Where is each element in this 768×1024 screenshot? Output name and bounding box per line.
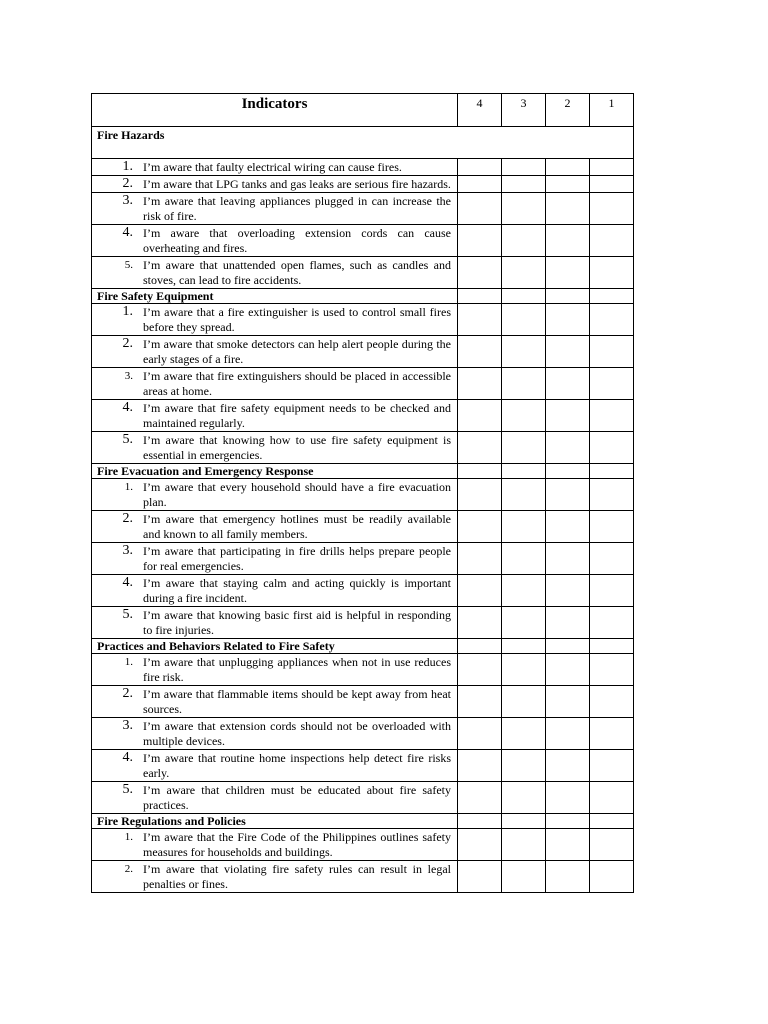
rating-cell-3[interactable] bbox=[502, 575, 546, 607]
indicator-cell bbox=[92, 479, 458, 511]
item-text: I’m aware that fire extinguishers should be placed in accessible areas at home. bbox=[143, 369, 451, 398]
table-row bbox=[92, 511, 634, 543]
rating-cell-4[interactable] bbox=[458, 257, 502, 289]
item-number: 4. bbox=[122, 750, 133, 765]
rating-cell-3[interactable] bbox=[502, 718, 546, 750]
rating-cell-4[interactable] bbox=[458, 750, 502, 782]
rating-header-1: 1 bbox=[590, 94, 634, 127]
rating-cell-2[interactable] bbox=[546, 654, 590, 686]
item-number: 3. bbox=[122, 543, 133, 558]
item-number: 5. bbox=[122, 607, 133, 622]
rating-cell-3[interactable] bbox=[502, 782, 546, 814]
rating-cell-1[interactable] bbox=[590, 336, 634, 368]
rating-cell-4[interactable] bbox=[458, 159, 502, 176]
indicators-header: Indicators bbox=[92, 94, 458, 127]
rating-cell-4[interactable] bbox=[458, 400, 502, 432]
rating-cell-2[interactable] bbox=[546, 782, 590, 814]
rating-cell-3[interactable] bbox=[502, 176, 546, 193]
item-text: I’m aware that participating in fire drills helps prepare people for real emergencies. bbox=[143, 544, 451, 573]
item-text: I’m aware that smoke detectors can help alert people during the early stages of a fire. bbox=[143, 337, 451, 366]
rating-cell-1[interactable] bbox=[590, 400, 634, 432]
indicator-cell bbox=[92, 861, 458, 893]
rating-cell-4[interactable] bbox=[458, 511, 502, 543]
section-row bbox=[92, 289, 634, 304]
rating-cell-2[interactable] bbox=[546, 432, 590, 464]
rating-cell-1[interactable] bbox=[590, 257, 634, 289]
section-title: Fire Regulations and Policies bbox=[92, 814, 458, 829]
rating-cell-4[interactable] bbox=[458, 575, 502, 607]
item-number: 2. bbox=[124, 863, 133, 875]
rating-cell-1[interactable] bbox=[590, 225, 634, 257]
rating-cell-3[interactable] bbox=[502, 479, 546, 511]
item-number: 1. bbox=[122, 304, 133, 319]
rating-cell-2[interactable] bbox=[546, 225, 590, 257]
indicator-cell bbox=[92, 336, 458, 368]
rating-cell-4[interactable] bbox=[458, 368, 502, 400]
rating-cell-3[interactable] bbox=[502, 225, 546, 257]
rating-cell-2[interactable] bbox=[546, 575, 590, 607]
rating-cell-1[interactable] bbox=[590, 782, 634, 814]
rating-cell-1[interactable] bbox=[590, 511, 634, 543]
rating-cell-1[interactable] bbox=[590, 543, 634, 575]
item-text: I’m aware that leaving appliances plugged in can increase the risk of fire. bbox=[143, 194, 451, 223]
rating-cell-1[interactable] bbox=[590, 176, 634, 193]
item-number: 4. bbox=[122, 400, 133, 415]
indicator-cell bbox=[92, 176, 458, 193]
item-text: I’m aware that emergency hotlines must be readily available and known to all family members. bbox=[143, 512, 451, 541]
item-text: I’m aware that overloading extension cords can cause overheating and fires. bbox=[143, 226, 451, 255]
rating-cell-2[interactable] bbox=[546, 159, 590, 176]
rating-cell[interactable] bbox=[590, 289, 634, 304]
rating-cell-2[interactable] bbox=[546, 176, 590, 193]
table-row bbox=[92, 432, 634, 464]
rating-cell-1[interactable] bbox=[590, 432, 634, 464]
rating-cell[interactable] bbox=[590, 814, 634, 829]
rating-cell-2[interactable] bbox=[546, 511, 590, 543]
rating-cell-3[interactable] bbox=[502, 432, 546, 464]
item-number: 3. bbox=[122, 193, 133, 208]
rating-cell-1[interactable] bbox=[590, 575, 634, 607]
rating-cell[interactable] bbox=[458, 639, 502, 654]
rating-cell-2[interactable] bbox=[546, 543, 590, 575]
table-row bbox=[92, 750, 634, 782]
table-row bbox=[92, 607, 634, 639]
rating-cell[interactable] bbox=[546, 814, 590, 829]
indicator-cell bbox=[92, 750, 458, 782]
indicators-table bbox=[91, 93, 634, 893]
item-text: I’m aware that knowing basic first aid is helpful in responding to fire injuries. bbox=[143, 608, 451, 637]
item-text: I’m aware that routine home inspections help detect fire risks early. bbox=[143, 751, 451, 780]
rating-cell-4[interactable] bbox=[458, 782, 502, 814]
table-row bbox=[92, 718, 634, 750]
section-title: Fire Evacuation and Emergency Response bbox=[92, 464, 458, 479]
table-row bbox=[92, 193, 634, 225]
rating-cell[interactable] bbox=[502, 289, 546, 304]
item-number: 2. bbox=[122, 686, 133, 701]
table-row bbox=[92, 304, 634, 336]
rating-cell-1[interactable] bbox=[590, 750, 634, 782]
item-text: I’m aware that flammable items should be kept away from heat sources. bbox=[143, 687, 451, 716]
table-row bbox=[92, 257, 634, 289]
rating-cell-2[interactable] bbox=[546, 400, 590, 432]
indicator-cell bbox=[92, 654, 458, 686]
rating-cell[interactable] bbox=[458, 289, 502, 304]
table-row bbox=[92, 159, 634, 176]
rating-cell[interactable] bbox=[590, 639, 634, 654]
rating-cell-2[interactable] bbox=[546, 304, 590, 336]
rating-cell-2[interactable] bbox=[546, 193, 590, 225]
item-number: 3. bbox=[124, 370, 133, 382]
item-number: 5. bbox=[122, 782, 133, 797]
indicator-cell bbox=[92, 511, 458, 543]
item-number: 1. bbox=[122, 159, 133, 174]
rating-cell-4[interactable] bbox=[458, 432, 502, 464]
indicator-cell bbox=[92, 304, 458, 336]
table-row bbox=[92, 829, 634, 861]
rating-cell-1[interactable] bbox=[590, 654, 634, 686]
section-row bbox=[92, 127, 634, 159]
rating-cell-1[interactable] bbox=[590, 718, 634, 750]
section-title: Fire Hazards bbox=[92, 127, 634, 159]
table-row bbox=[92, 686, 634, 718]
item-text: I’m aware that extension cords should not be overloaded with multiple devices. bbox=[143, 719, 451, 748]
item-number: 5. bbox=[122, 432, 133, 447]
rating-cell-3[interactable] bbox=[502, 159, 546, 176]
rating-cell-4[interactable] bbox=[458, 654, 502, 686]
rating-cell[interactable] bbox=[590, 464, 634, 479]
section-title: Fire Safety Equipment bbox=[92, 289, 458, 304]
rating-cell-3[interactable] bbox=[502, 543, 546, 575]
rating-cell-4[interactable] bbox=[458, 718, 502, 750]
table-row bbox=[92, 654, 634, 686]
rating-cell-3[interactable] bbox=[502, 511, 546, 543]
rating-header-3: 3 bbox=[502, 94, 546, 127]
indicator-cell bbox=[92, 159, 458, 176]
rating-cell-4[interactable] bbox=[458, 176, 502, 193]
rating-cell[interactable] bbox=[546, 464, 590, 479]
rating-cell[interactable] bbox=[458, 464, 502, 479]
item-text: I’m aware that LPG tanks and gas leaks are serious fire hazards. bbox=[143, 177, 451, 191]
item-text: I’m aware that faulty electrical wiring can cause fires. bbox=[143, 160, 402, 174]
item-number: 4. bbox=[122, 575, 133, 590]
item-number: 4. bbox=[122, 225, 133, 240]
item-number: 1. bbox=[124, 481, 133, 493]
rating-cell-3[interactable] bbox=[502, 257, 546, 289]
item-number: 3. bbox=[122, 718, 133, 733]
rating-cell-2[interactable] bbox=[546, 257, 590, 289]
table-row bbox=[92, 368, 634, 400]
rating-cell-3[interactable] bbox=[502, 193, 546, 225]
rating-cell-2[interactable] bbox=[546, 336, 590, 368]
indicator-cell bbox=[92, 368, 458, 400]
item-text: I’m aware that violating fire safety rules can result in legal penalties or fines. bbox=[143, 862, 451, 891]
rating-cell-3[interactable] bbox=[502, 336, 546, 368]
item-number: 2. bbox=[122, 336, 133, 351]
table-row bbox=[92, 225, 634, 257]
indicator-cell bbox=[92, 225, 458, 257]
item-text: I’m aware that unattended open flames, such as candles and stoves, can lead to fire accidents. bbox=[143, 258, 451, 287]
rating-cell-4[interactable] bbox=[458, 304, 502, 336]
rating-cell-3[interactable] bbox=[502, 400, 546, 432]
indicator-cell bbox=[92, 432, 458, 464]
header-row bbox=[92, 94, 634, 127]
indicator-cell bbox=[92, 257, 458, 289]
table-row bbox=[92, 336, 634, 368]
table-row bbox=[92, 575, 634, 607]
table-row bbox=[92, 861, 634, 893]
rating-cell-1[interactable] bbox=[590, 304, 634, 336]
rating-cell-3[interactable] bbox=[502, 750, 546, 782]
rating-cell-4[interactable] bbox=[458, 686, 502, 718]
rating-cell-2[interactable] bbox=[546, 718, 590, 750]
rating-cell-1[interactable] bbox=[590, 479, 634, 511]
rating-cell[interactable] bbox=[546, 289, 590, 304]
rating-cell-3[interactable] bbox=[502, 686, 546, 718]
section-row bbox=[92, 639, 634, 654]
item-number: 5. bbox=[124, 259, 133, 271]
item-number: 2. bbox=[122, 176, 133, 191]
indicator-cell bbox=[92, 607, 458, 639]
rating-cell[interactable] bbox=[502, 639, 546, 654]
rating-cell-2[interactable] bbox=[546, 479, 590, 511]
rating-cell[interactable] bbox=[458, 814, 502, 829]
rating-cell-4[interactable] bbox=[458, 861, 502, 893]
rating-header-2: 2 bbox=[546, 94, 590, 127]
rating-cell-1[interactable] bbox=[590, 368, 634, 400]
indicator-cell bbox=[92, 400, 458, 432]
rating-cell-4[interactable] bbox=[458, 607, 502, 639]
rating-cell-3[interactable] bbox=[502, 304, 546, 336]
section-row bbox=[92, 814, 634, 829]
table-row bbox=[92, 543, 634, 575]
indicator-cell bbox=[92, 575, 458, 607]
indicator-cell bbox=[92, 686, 458, 718]
rating-cell-3[interactable] bbox=[502, 829, 546, 861]
section-title: Practices and Behaviors Related to Fire Safety bbox=[92, 639, 458, 654]
rating-cell-4[interactable] bbox=[458, 829, 502, 861]
rating-cell[interactable] bbox=[546, 639, 590, 654]
rating-cell-1[interactable] bbox=[590, 159, 634, 176]
rating-cell-2[interactable] bbox=[546, 829, 590, 861]
item-text: I’m aware that knowing how to use fire safety equipment is essential in emergencies. bbox=[143, 433, 451, 462]
indicator-cell bbox=[92, 543, 458, 575]
table-row bbox=[92, 479, 634, 511]
item-text: I’m aware that fire safety equipment needs to be checked and maintained regularly. bbox=[143, 401, 451, 430]
indicator-cell bbox=[92, 829, 458, 861]
rating-cell-1[interactable] bbox=[590, 861, 634, 893]
item-number: 1. bbox=[124, 831, 133, 843]
item-text: I’m aware that the Fire Code of the Philippines outlines safety measures for households and buildings. bbox=[143, 830, 451, 859]
rating-cell-2[interactable] bbox=[546, 861, 590, 893]
rating-cell-2[interactable] bbox=[546, 750, 590, 782]
rating-cell[interactable] bbox=[502, 464, 546, 479]
rating-header-4: 4 bbox=[458, 94, 502, 127]
indicator-cell bbox=[92, 193, 458, 225]
item-text: I’m aware that staying calm and acting quickly is important during a fire incident. bbox=[143, 576, 451, 605]
rating-cell[interactable] bbox=[502, 814, 546, 829]
item-number: 2. bbox=[122, 511, 133, 526]
table-row bbox=[92, 400, 634, 432]
indicator-cell bbox=[92, 782, 458, 814]
rating-cell-3[interactable] bbox=[502, 607, 546, 639]
rating-cell-1[interactable] bbox=[590, 686, 634, 718]
table-row bbox=[92, 176, 634, 193]
section-row bbox=[92, 464, 634, 479]
rating-cell-1[interactable] bbox=[590, 607, 634, 639]
rating-cell-2[interactable] bbox=[546, 368, 590, 400]
rating-cell-3[interactable] bbox=[502, 654, 546, 686]
rating-cell-1[interactable] bbox=[590, 193, 634, 225]
item-text: I’m aware that every household should have a fire evacuation plan. bbox=[143, 480, 451, 509]
item-text: I’m aware that unplugging appliances when not in use reduces fire risk. bbox=[143, 655, 451, 684]
rating-cell-3[interactable] bbox=[502, 368, 546, 400]
rating-cell-4[interactable] bbox=[458, 193, 502, 225]
item-text: I’m aware that children must be educated about fire safety practices. bbox=[143, 783, 451, 812]
item-number: 1. bbox=[124, 656, 133, 668]
rating-cell-2[interactable] bbox=[546, 607, 590, 639]
rating-cell-1[interactable] bbox=[590, 829, 634, 861]
item-text: I’m aware that a fire extinguisher is used to control small fires before they spread. bbox=[143, 305, 451, 334]
rating-cell-4[interactable] bbox=[458, 336, 502, 368]
indicator-cell bbox=[92, 718, 458, 750]
rating-cell-4[interactable] bbox=[458, 225, 502, 257]
rating-cell-4[interactable] bbox=[458, 479, 502, 511]
rating-cell-3[interactable] bbox=[502, 861, 546, 893]
rating-cell-2[interactable] bbox=[546, 686, 590, 718]
table-row bbox=[92, 782, 634, 814]
rating-cell-4[interactable] bbox=[458, 543, 502, 575]
